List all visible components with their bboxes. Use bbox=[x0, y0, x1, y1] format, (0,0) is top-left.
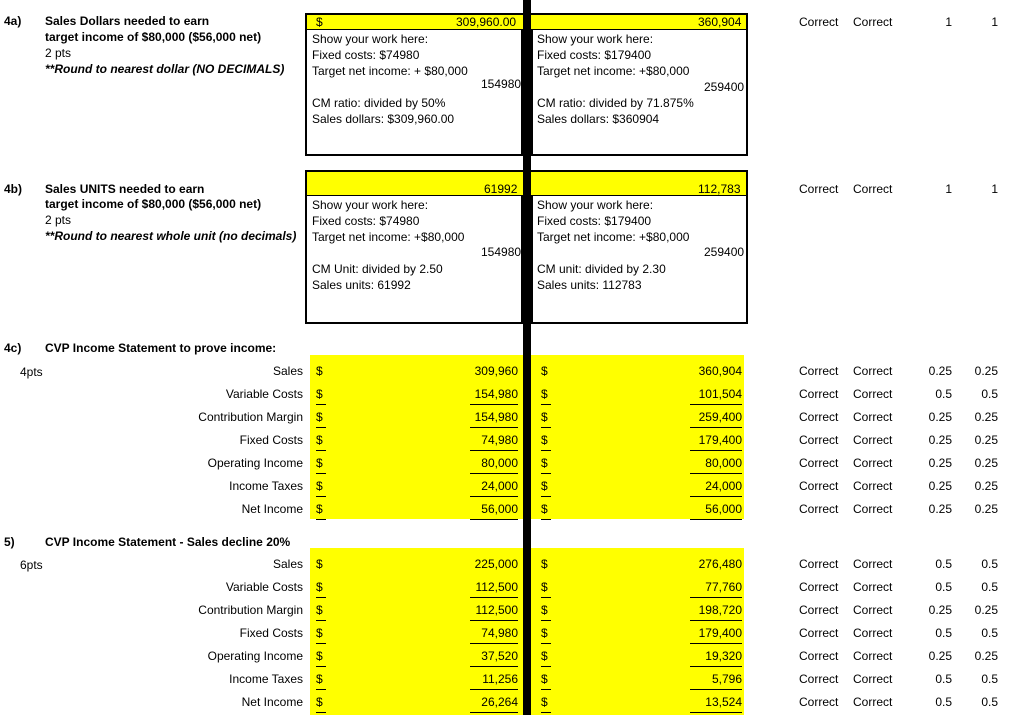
q4c-right-dollar: $ bbox=[541, 364, 548, 378]
work-line: CM ratio: divided by 71.875% bbox=[537, 96, 694, 110]
work-line: Sales dollars: $360904 bbox=[537, 112, 660, 126]
q4c-row-label: Sales bbox=[272, 364, 303, 378]
q4c-row-label: Variable Costs bbox=[225, 387, 303, 401]
q4c-row-label: Net Income bbox=[241, 502, 303, 516]
q4c-left-value[interactable]: 74,980 bbox=[470, 431, 518, 451]
q4c-right-value[interactable]: 101,504 bbox=[690, 385, 742, 405]
q4a-left-subtotal: 154980 bbox=[481, 77, 522, 91]
q4b-check-1: Correct bbox=[799, 182, 839, 196]
q4c-number: 4c) bbox=[4, 341, 22, 355]
q4c-left-dollar: $ bbox=[316, 454, 326, 474]
q5-check-2: Correct bbox=[853, 649, 893, 663]
q5-score-2: 0.5 bbox=[981, 626, 998, 640]
q4c-row-label: Operating Income bbox=[207, 456, 303, 470]
q4a-right-work[interactable] bbox=[537, 31, 689, 79]
q4c-right-value[interactable]: 179,400 bbox=[690, 431, 742, 451]
q4a-rounding-note: **Round to nearest dollar (NO DECIMALS) bbox=[45, 62, 285, 76]
q5-score-1: 0.5 bbox=[935, 557, 952, 571]
q5-right-dollar: $ bbox=[541, 601, 551, 621]
q5-number: 5) bbox=[4, 535, 15, 549]
work-line: Fixed costs: $179400 bbox=[537, 48, 652, 62]
work-line: Target net income: +$80,000 bbox=[312, 230, 465, 244]
q4a-check-1: Correct bbox=[799, 15, 839, 29]
q4c-right-dollar: $ bbox=[541, 477, 551, 497]
q4c-score-2: 0.25 bbox=[974, 456, 998, 470]
work-line: CM unit: divided by 2.30 bbox=[537, 262, 666, 276]
q5-right-dollar: $ bbox=[541, 557, 548, 571]
work-line: Target net income: +$80,000 bbox=[537, 230, 690, 244]
q4c-check-2: Correct bbox=[853, 387, 893, 401]
q4a-right-work-2[interactable] bbox=[537, 95, 694, 127]
q4a-left-work-2[interactable] bbox=[312, 95, 454, 127]
q4c-right-dollar: $ bbox=[541, 500, 551, 520]
q5-left-value[interactable]: 26,264 bbox=[470, 693, 518, 713]
q5-left-dollar: $ bbox=[316, 693, 326, 713]
q4c-check-2: Correct bbox=[853, 410, 893, 424]
q5-row-label: Operating Income bbox=[207, 649, 303, 663]
q4b-right-work-2[interactable] bbox=[537, 261, 666, 293]
q4c-score-1: 0.25 bbox=[928, 456, 952, 470]
q4c-score-2: 0.25 bbox=[974, 502, 998, 516]
q4a-score-1: 1 bbox=[945, 15, 952, 29]
work-line: Sales units: 61992 bbox=[312, 278, 411, 292]
q5-check-2: Correct bbox=[853, 580, 893, 594]
q4c-right-dollar: $ bbox=[541, 408, 551, 428]
q4c-check-1: Correct bbox=[799, 364, 839, 378]
q5-right-value[interactable]: 5,796 bbox=[690, 670, 742, 690]
q5-left-dollar: $ bbox=[316, 670, 326, 690]
q4b-left-answer: 61992 bbox=[484, 182, 518, 196]
q5-score-2: 0.5 bbox=[981, 672, 998, 686]
work-line: Fixed costs: $179400 bbox=[537, 214, 652, 228]
q4b-title-line1: Sales UNITS needed to earn bbox=[45, 182, 205, 196]
q4c-right-value[interactable]: 56,000 bbox=[690, 500, 742, 520]
q5-row-label: Net Income bbox=[241, 695, 303, 709]
q5-left-dollar: $ bbox=[316, 557, 323, 571]
q4c-score-1: 0.5 bbox=[935, 387, 952, 401]
q5-row-label: Sales bbox=[272, 557, 303, 571]
q5-left-value[interactable]: 37,520 bbox=[470, 647, 518, 667]
q4c-left-value[interactable]: 309,960 bbox=[474, 364, 518, 378]
q5-right-dollar: $ bbox=[541, 693, 551, 713]
work-line: Sales units: 112783 bbox=[537, 278, 642, 292]
q5-points: 6pts bbox=[20, 558, 43, 572]
q4b-right-subtotal: 259400 bbox=[704, 245, 745, 259]
q4a-title-line1: Sales Dollars needed to earn bbox=[45, 14, 210, 28]
q5-score-1: 0.5 bbox=[935, 672, 952, 686]
q4a-right-answer: 360,904 bbox=[698, 15, 742, 29]
q4b-right-answer: 112,783 bbox=[698, 182, 741, 196]
q4c-row-label: Fixed Costs bbox=[239, 433, 303, 447]
q4b-score-2: 1 bbox=[991, 182, 998, 196]
q5-left-value[interactable]: 225,000 bbox=[474, 557, 518, 571]
q4c-check-1: Correct bbox=[799, 433, 839, 447]
q4b-check-2: Correct bbox=[853, 182, 893, 196]
q4c-check-1: Correct bbox=[799, 387, 839, 401]
q5-score-1: 0.25 bbox=[928, 649, 952, 663]
work-line: Fixed costs: $74980 bbox=[312, 48, 420, 62]
q5-score-1: 0.25 bbox=[928, 603, 952, 617]
q5-check-1: Correct bbox=[799, 672, 839, 686]
q4b-left-work-2[interactable] bbox=[312, 261, 443, 293]
q5-right-value[interactable]: 198,720 bbox=[690, 601, 742, 621]
q4c-points: 4pts bbox=[20, 365, 43, 379]
q4a-left-answer: 309,960.00 bbox=[456, 15, 517, 29]
q5-score-2: 0.5 bbox=[981, 557, 998, 571]
q5-right-dollar: $ bbox=[541, 578, 551, 598]
q5-score-2: 0.5 bbox=[981, 580, 998, 594]
q4c-score-1: 0.25 bbox=[928, 502, 952, 516]
q4c-left-value[interactable]: 80,000 bbox=[470, 454, 518, 474]
q4a-score-2: 1 bbox=[991, 15, 998, 29]
q4c-left-dollar: $ bbox=[316, 431, 326, 451]
q4c-row-label: Income Taxes bbox=[229, 479, 303, 493]
q5-left-value[interactable]: 11,256 bbox=[470, 670, 518, 690]
q5-row-label: Income Taxes bbox=[229, 672, 303, 686]
q4c-check-2: Correct bbox=[853, 479, 893, 493]
q5-check-2: Correct bbox=[853, 672, 893, 686]
q4c-score-2: 0.25 bbox=[974, 479, 998, 493]
q4c-left-value[interactable]: 154,980 bbox=[470, 385, 518, 405]
q4c-score-2: 0.5 bbox=[981, 387, 998, 401]
q4a-right-subtotal: 259400 bbox=[704, 80, 745, 94]
q5-score-2: 0.25 bbox=[974, 603, 998, 617]
q4c-check-1: Correct bbox=[799, 479, 839, 493]
q5-check-2: Correct bbox=[853, 557, 893, 571]
q4c-right-dollar: $ bbox=[541, 431, 551, 451]
q4c-check-1: Correct bbox=[799, 502, 839, 516]
q5-check-1: Correct bbox=[799, 557, 839, 571]
work-line: Show your work here: bbox=[312, 198, 429, 212]
q4c-left-dollar: $ bbox=[316, 364, 323, 378]
q4c-score-2: 0.25 bbox=[974, 364, 998, 378]
q5-row-label: Fixed Costs bbox=[239, 626, 303, 640]
q4b-score-1: 1 bbox=[945, 182, 952, 196]
q5-left-dollar: $ bbox=[316, 624, 326, 644]
work-line: Show your work here: bbox=[537, 32, 654, 46]
q4c-score-1: 0.25 bbox=[928, 364, 952, 378]
work-line: Target net income: +$80,000 bbox=[537, 64, 690, 78]
q5-score-1: 0.5 bbox=[935, 695, 952, 709]
q5-check-2: Correct bbox=[853, 603, 893, 617]
q4c-left-dollar: $ bbox=[316, 477, 326, 497]
q4c-score-1: 0.25 bbox=[928, 433, 952, 447]
q4c-right-value[interactable]: 259,400 bbox=[690, 408, 742, 428]
q4c-left-dollar: $ bbox=[316, 500, 326, 520]
q4c-left-dollar: $ bbox=[316, 408, 326, 428]
q5-check-1: Correct bbox=[799, 626, 839, 640]
work-line: Show your work here: bbox=[312, 32, 429, 46]
q5-check-1: Correct bbox=[799, 580, 839, 594]
q5-left-dollar: $ bbox=[316, 578, 326, 598]
q4c-title: CVP Income Statement to prove income: bbox=[45, 341, 277, 355]
q4c-left-value[interactable]: 56,000 bbox=[470, 500, 518, 520]
q4c-check-2: Correct bbox=[853, 364, 893, 378]
q4c-row-label: Contribution Margin bbox=[198, 410, 303, 424]
q4b-rounding-note: **Round to nearest whole unit (no decimals) bbox=[45, 229, 297, 243]
q4c-left-value[interactable]: 154,980 bbox=[470, 408, 518, 428]
q4c-left-dollar: $ bbox=[316, 385, 326, 405]
q4c-check-2: Correct bbox=[853, 433, 893, 447]
work-line: Fixed costs: $74980 bbox=[312, 214, 420, 228]
q4c-check-2: Correct bbox=[853, 456, 893, 470]
q5-check-2: Correct bbox=[853, 695, 893, 709]
q4c-score-1: 0.25 bbox=[928, 410, 952, 424]
q4a-left-work[interactable] bbox=[312, 31, 468, 79]
work-line: Show your work here: bbox=[537, 198, 654, 212]
q5-left-value[interactable]: 74,980 bbox=[470, 624, 518, 644]
q5-right-value[interactable]: 13,524 bbox=[690, 693, 742, 713]
q4c-score-2: 0.25 bbox=[974, 410, 998, 424]
q4b-points: 2 pts bbox=[45, 213, 72, 227]
q5-score-1: 0.5 bbox=[935, 580, 952, 594]
q5-check-1: Correct bbox=[799, 649, 839, 663]
q4c-left-value[interactable]: 24,000 bbox=[470, 477, 518, 497]
q4c-right-value[interactable]: 24,000 bbox=[690, 477, 742, 497]
q4b-title-line2: target income of $80,000 ($56,000 net) bbox=[45, 197, 262, 211]
q5-row-label: Contribution Margin bbox=[198, 603, 303, 617]
q4b-number: 4b) bbox=[4, 182, 22, 196]
q4b-left-subtotal: 154980 bbox=[481, 245, 522, 259]
work-line: Target net income: + $80,000 bbox=[312, 64, 468, 78]
q5-right-value[interactable]: 276,480 bbox=[698, 557, 742, 571]
q5-right-dollar: $ bbox=[541, 670, 551, 690]
q4a-points: 2 pts bbox=[45, 46, 72, 60]
q4a-check-2: Correct bbox=[853, 15, 893, 29]
q5-check-1: Correct bbox=[799, 695, 839, 709]
q4c-right-dollar: $ bbox=[541, 454, 551, 474]
q5-right-dollar: $ bbox=[541, 624, 551, 644]
work-line: CM Unit: divided by 2.50 bbox=[312, 262, 443, 276]
q5-right-value[interactable]: 19,320 bbox=[690, 647, 742, 667]
q4c-check-1: Correct bbox=[799, 456, 839, 470]
q4c-right-dollar: $ bbox=[541, 385, 551, 405]
q5-check-1: Correct bbox=[799, 603, 839, 617]
q4a-number: 4a) bbox=[4, 14, 22, 28]
column-divider bbox=[523, 0, 531, 715]
q5-left-dollar: $ bbox=[316, 647, 326, 667]
q4c-right-value[interactable]: 80,000 bbox=[690, 454, 742, 474]
q4c-check-2: Correct bbox=[853, 502, 893, 516]
q5-right-dollar: $ bbox=[541, 647, 551, 667]
q5-right-value[interactable]: 77,760 bbox=[690, 578, 742, 598]
q5-check-2: Correct bbox=[853, 626, 893, 640]
q5-left-value[interactable]: 112,500 bbox=[470, 578, 518, 598]
q4c-score-2: 0.25 bbox=[974, 433, 998, 447]
q5-row-label: Variable Costs bbox=[225, 580, 303, 594]
q4a-left-dollar: $ bbox=[316, 15, 323, 29]
q4b-right-work[interactable] bbox=[537, 197, 689, 245]
q5-score-2: 0.25 bbox=[974, 649, 998, 663]
work-line: Sales dollars: $309,960.00 bbox=[312, 112, 455, 126]
q5-score-1: 0.5 bbox=[935, 626, 952, 640]
q4c-right-value[interactable]: 360,904 bbox=[698, 364, 742, 378]
q5-title: CVP Income Statement - Sales decline 20% bbox=[45, 535, 291, 549]
q5-left-dollar: $ bbox=[316, 601, 326, 621]
q4c-check-1: Correct bbox=[799, 410, 839, 424]
q5-right-value[interactable]: 179,400 bbox=[690, 624, 742, 644]
work-line: CM ratio: divided by 50% bbox=[312, 96, 446, 110]
q5-left-value[interactable]: 112,500 bbox=[470, 601, 518, 621]
q4a-title-line2: target income of $80,000 ($56,000 net) bbox=[45, 30, 262, 44]
q5-score-2: 0.5 bbox=[981, 695, 998, 709]
q4c-score-1: 0.25 bbox=[928, 479, 952, 493]
q4b-left-work[interactable] bbox=[312, 197, 464, 245]
